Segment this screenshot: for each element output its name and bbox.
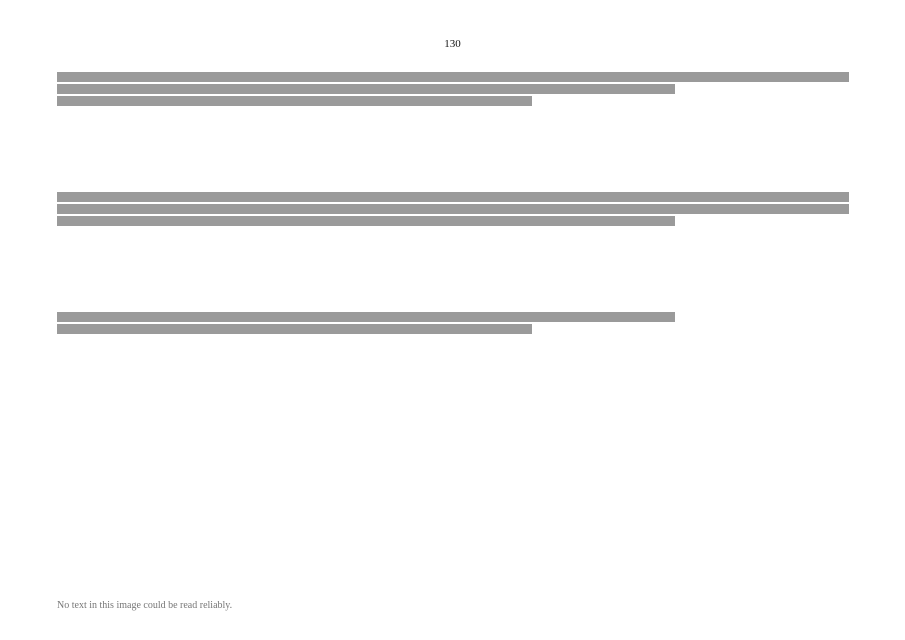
text-block bbox=[57, 310, 849, 334]
text-block bbox=[57, 190, 849, 226]
page-number: 130 bbox=[444, 38, 461, 50]
text-block bbox=[57, 70, 849, 106]
note: No text in this image could be read reliably. bbox=[57, 600, 233, 611]
